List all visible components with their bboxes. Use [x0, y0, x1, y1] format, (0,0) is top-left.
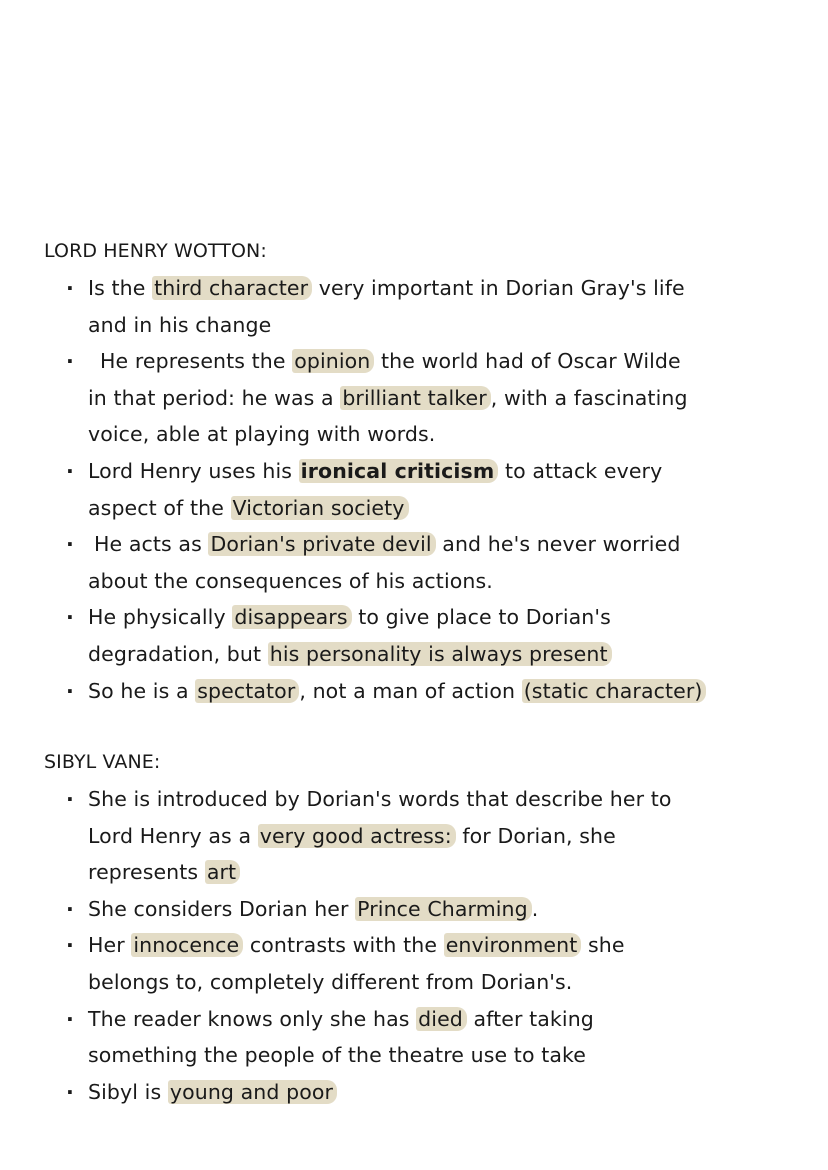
text: contrasts with the: [243, 933, 444, 958]
list-item: [66, 1001, 804, 1074]
bullet-line: [88, 307, 804, 344]
bullet-line: [88, 343, 804, 380]
text: .: [531, 896, 539, 921]
highlight: very good actress:: [258, 824, 456, 848]
highlight: ironical criticism: [299, 459, 499, 483]
bullet-dot: ·: [66, 787, 74, 811]
section-lord-henry: [44, 238, 804, 709]
text: Sibyl is: [88, 1079, 168, 1104]
bullet-line: [88, 453, 804, 490]
text: Lord Henry as a: [88, 823, 258, 848]
bullet-line: [88, 563, 804, 600]
highlight: his personality is always present: [268, 642, 612, 666]
list-item: [66, 927, 804, 1000]
bullet-line: [88, 380, 804, 417]
text: for Dorian, she: [455, 823, 616, 848]
highlight: Prince Charming: [355, 897, 532, 921]
highlight: Dorian's private devil: [208, 532, 435, 556]
text: after taking: [466, 1006, 594, 1031]
bullet-dot: ·: [66, 276, 74, 300]
bullet-dot: ·: [66, 933, 74, 958]
text: and in his change: [88, 312, 272, 337]
highlight: innocence: [131, 933, 243, 957]
text: , with a fascinating: [490, 385, 688, 410]
text: to give place to Dorian's: [351, 605, 611, 630]
text: He physically: [88, 605, 233, 630]
bullet-line: [88, 270, 804, 307]
text: The reader knows only she has: [88, 1006, 417, 1031]
bullet-dot: ·: [66, 678, 74, 703]
bullet-line: [88, 673, 804, 710]
text: , not a man of action: [299, 678, 522, 703]
highlight: Victorian society: [231, 496, 409, 520]
bullet-dot: ·: [66, 1079, 74, 1104]
bullet-list-sibyl-vane: [44, 781, 804, 1110]
bullet-line: [88, 891, 804, 928]
text: He acts as: [94, 532, 209, 557]
list-item: [66, 599, 804, 672]
highlight: young and poor: [168, 1080, 337, 1104]
list-item: [66, 673, 804, 710]
list-item: [66, 343, 804, 453]
bullet-line: [88, 599, 804, 636]
bullet-line: [88, 526, 804, 563]
bullet-line: [88, 964, 804, 1001]
highlight: environment: [444, 933, 582, 957]
bullet-line: [88, 1074, 804, 1111]
highlight: (static character): [522, 679, 707, 703]
text: He represents the: [100, 349, 293, 374]
text: and he's never worried: [435, 532, 681, 557]
highlight: disappears: [232, 605, 351, 629]
bullet-line: [88, 781, 804, 818]
text: to attack every: [498, 458, 663, 483]
highlight: opinion: [292, 349, 374, 373]
section-sibyl-vane: [44, 749, 804, 1110]
bullet-list-lord-henry: [44, 270, 804, 709]
list-item: [66, 526, 804, 599]
bullet-line: [88, 927, 804, 964]
text: voice, able at playing with words.: [88, 422, 436, 447]
highlight: died: [416, 1007, 467, 1031]
bullet-dot: ·: [66, 532, 74, 557]
bullet-dot: ·: [66, 458, 74, 483]
list-item: [66, 891, 804, 928]
bullet-line: [88, 416, 804, 453]
text: She considers Dorian her: [88, 896, 356, 921]
text: So he is a: [88, 678, 196, 703]
text: belongs to, completely different from Dorian's.: [88, 969, 573, 994]
section-heading-lord-henry: LORD HENRY WOTTON:: [44, 240, 267, 262]
text: Lord Henry uses his: [88, 458, 299, 483]
bullet-dot: ·: [66, 896, 74, 921]
text: something the people of the theatre use to take: [88, 1043, 586, 1068]
bullet-line: [88, 1037, 804, 1074]
text: She is introduced by Dorian's words that describe her to: [88, 787, 672, 811]
bullet-line: [88, 490, 804, 527]
bullet-line: [88, 636, 804, 673]
text: degradation, but: [88, 641, 268, 666]
highlight: third character: [152, 276, 312, 300]
text: she: [581, 933, 625, 958]
bullet-dot: ·: [66, 1006, 74, 1031]
highlight: spectator: [195, 679, 299, 703]
bullet-line: [88, 818, 804, 855]
bullet-line: [88, 854, 804, 891]
list-item: [66, 1074, 804, 1111]
text: Her: [88, 933, 132, 958]
list-item: [66, 453, 804, 526]
bullet-dot: ·: [66, 605, 74, 630]
highlight: brilliant talker: [340, 386, 490, 410]
section-heading-sibyl-vane: SIBYL VANE:: [44, 751, 161, 773]
text: aspect of the: [88, 495, 231, 520]
list-item: [66, 270, 804, 343]
text: represents: [88, 860, 205, 885]
text: Is the: [88, 276, 153, 300]
highlight: art: [205, 860, 240, 884]
bullet-dot: ·: [66, 349, 74, 374]
text: the world had of Oscar Wilde: [374, 349, 681, 374]
text: in that period: he was a: [88, 385, 341, 410]
text: very important in Dorian Gray's life: [312, 276, 685, 300]
bullet-line: [88, 1001, 804, 1038]
text: about the consequences of his actions.: [88, 568, 493, 593]
list-item: [66, 781, 804, 891]
